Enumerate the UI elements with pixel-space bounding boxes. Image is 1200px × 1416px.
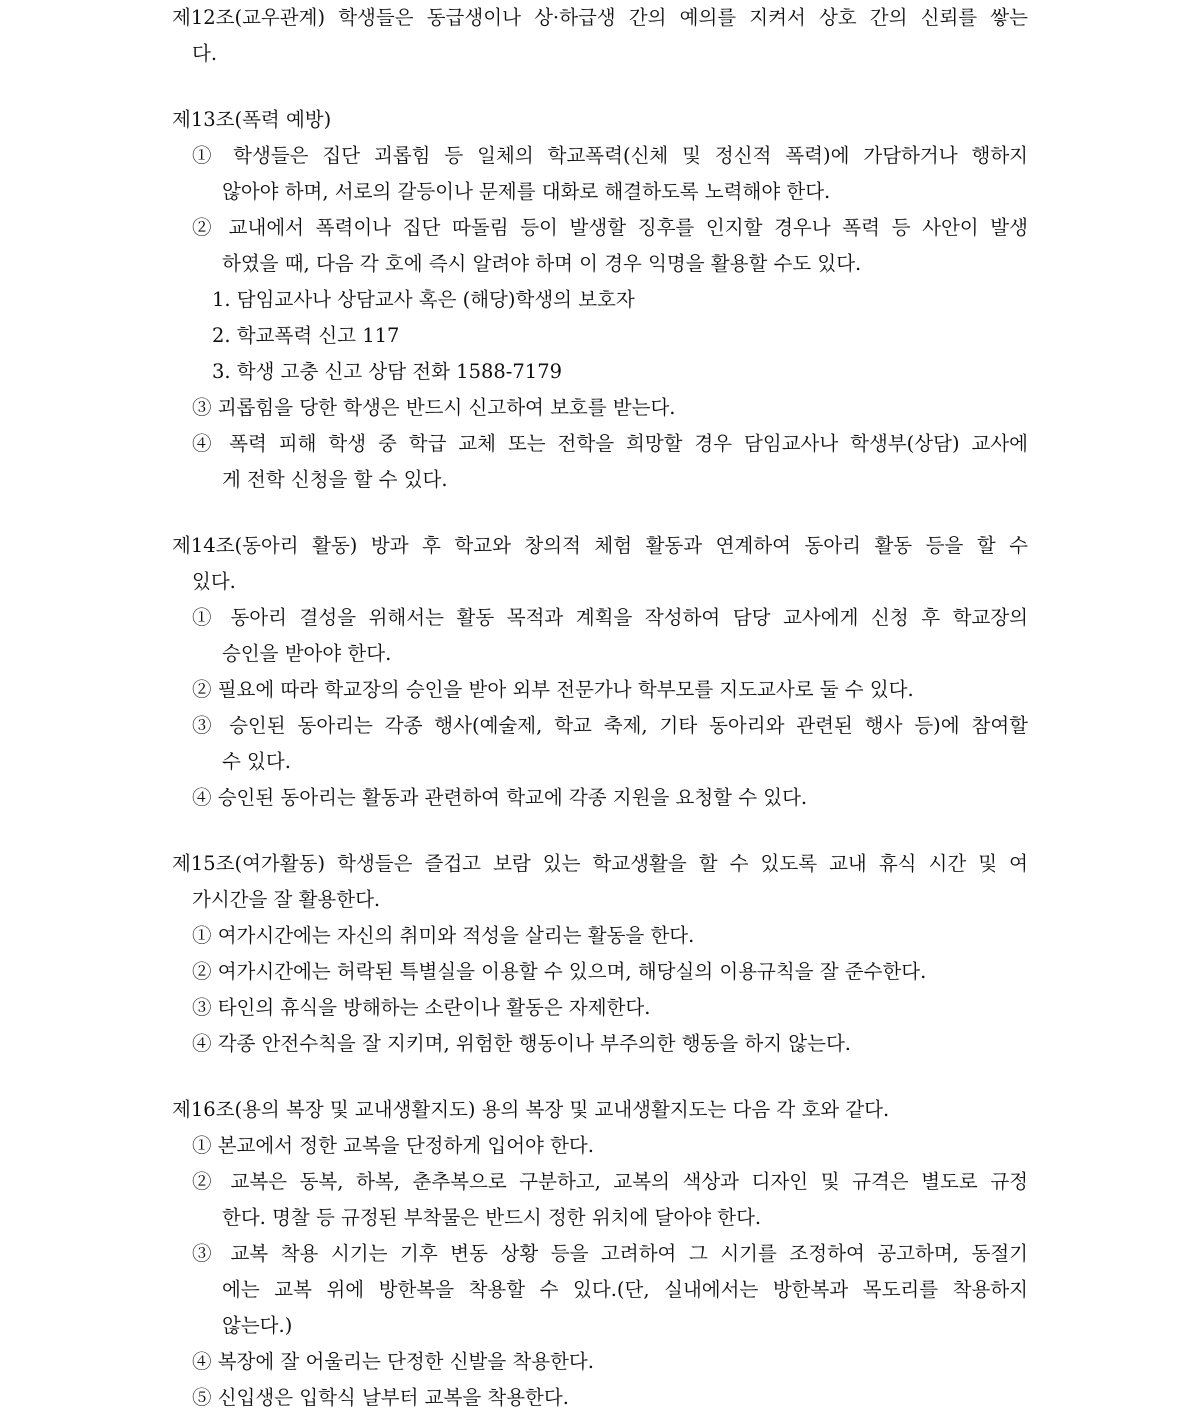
- article-14: [172, 528, 1028, 816]
- article-13-item-2-cont: 하였을 때, 다음 각 호에 즉시 알려야 하며 이 경우 익명을 활용할 수도 있다.: [222, 252, 862, 275]
- article-13-subitem-1: 1. 담임교사나 상담교사 혹은 (해당)학생의 보호자: [212, 288, 635, 311]
- article-13-item-1: ① 학생들은 집단 괴롭힘 등 일체의 학교폭력(신체 및 정신적 폭력)에 가담하거나 행하지: [192, 144, 1028, 167]
- article-16-item-3-cont-1: 에는 교복 위에 방한복을 착용할 수 있다.(단, 실내에서는 방한복과 목도리를 착용하지: [222, 1278, 1028, 1301]
- article-12: [172, 0, 1028, 72]
- article-13-item-4-cont: 게 전학 신청을 할 수 있다.: [222, 468, 448, 491]
- article-12-heading-cont: 다.: [192, 42, 218, 65]
- article-16-item-5: ⑤ 신입생은 입학식 날부터 교복을 착용한다.: [192, 1386, 569, 1409]
- article-13-item-3: ③ 괴롭힘을 당한 학생은 반드시 신고하여 보호를 받는다.: [192, 396, 676, 419]
- article-15-item-4: ④ 각종 안전수칙을 잘 지키며, 위험한 행동이나 부주의한 행동을 하지 않는다.: [192, 1032, 851, 1055]
- article-16-item-4: ④ 복장에 잘 어울리는 단정한 신발을 착용한다.: [192, 1350, 594, 1373]
- article-13-subitem-3: 3. 학생 고충 신고 상담 전화 1588-7179: [212, 360, 563, 383]
- article-16-heading: 제16조(용의 복장 및 교내생활지도) 용의 복장 및 교내생활지도는 다음 각 호와 같다.: [172, 1098, 890, 1121]
- article-16: [172, 1092, 1028, 1416]
- document-page: [172, 0, 1028, 1416]
- article-13-item-4: ④ 폭력 피해 학생 중 학급 교체 또는 전학을 희망할 경우 담임교사나 학생부(상담) 교사에: [192, 432, 1028, 455]
- article-14-heading-cont: 있다.: [192, 570, 236, 593]
- article-14-item-3: ③ 승인된 동아리는 각종 행사(예술제, 학교 축제, 기타 동아리와 관련된 행사 등)에 참여할: [192, 714, 1028, 737]
- article-13-subitem-2: 2. 학교폭력 신고 117: [212, 324, 400, 347]
- article-15-item-3: ③ 타인의 휴식을 방해하는 소란이나 활동은 자제한다.: [192, 996, 651, 1019]
- article-13: [172, 102, 1028, 498]
- article-15-item-2: ② 여가시간에는 허락된 특별실을 이용할 수 있으며, 해당실의 이용규칙을 잘 준수한다.: [192, 960, 927, 983]
- article-16-item-1: ① 본교에서 정한 교복을 단정하게 입어야 한다.: [192, 1134, 594, 1157]
- article-14-heading: 제14조(동아리 활동) 방과 후 학교와 창의적 체험 활동과 연계하여 동아리 활동 등을 할 수: [172, 534, 1028, 557]
- article-16-item-3-cont-2: 않는다.): [222, 1314, 293, 1337]
- article-14-item-2: ② 필요에 따라 학교장의 승인을 받아 외부 전문가나 학부모를 지도교사로 둘 수 있다.: [192, 678, 914, 701]
- article-13-heading: 제13조(폭력 예방): [172, 108, 332, 131]
- article-13-item-1-cont: 않아야 하며, 서로의 갈등이나 문제를 대화로 해결하도록 노력해야 한다.: [222, 180, 831, 203]
- article-15-heading: 제15조(여가활동) 학생들은 즐겁고 보람 있는 학교생활을 할 수 있도록 교내 휴식 시간 및 여: [172, 852, 1028, 875]
- article-15: [172, 846, 1028, 1062]
- article-15-heading-cont: 가시간을 잘 활용한다.: [192, 888, 381, 911]
- article-16-item-2-cont: 한다. 명찰 등 규정된 부착물은 반드시 정한 위치에 달아야 한다.: [222, 1206, 762, 1229]
- article-15-item-1: ① 여가시간에는 자신의 취미와 적성을 살리는 활동을 한다.: [192, 924, 695, 947]
- article-16-item-3: ③ 교복 착용 시기는 기후 변동 상황 등을 고려하여 그 시기를 조정하여 공고하며, 동절기: [192, 1242, 1028, 1265]
- article-12-heading: 제12조(교우관계) 학생들은 동급생이나 상·하급생 간의 예의를 지켜서 상호 간의 신뢰를 쌓는: [172, 6, 1028, 29]
- article-16-item-2: ② 교복은 동복, 하복, 춘추복으로 구분하고, 교복의 색상과 디자인 및 규격은 별도로 규정: [192, 1170, 1028, 1193]
- article-13-item-2: ② 교내에서 폭력이나 집단 따돌림 등이 발생할 징후를 인지할 경우나 폭력 등 사안이 발생: [192, 216, 1028, 239]
- article-14-item-1-cont: 승인을 받아야 한다.: [222, 642, 392, 665]
- article-14-item-1: ① 동아리 결성을 위해서는 활동 목적과 계획을 작성하여 담당 교사에게 신청 후 학교장의: [192, 606, 1028, 629]
- article-14-item-4: ④ 승인된 동아리는 활동과 관련하여 학교에 각종 지원을 요청할 수 있다.: [192, 786, 808, 809]
- article-14-item-3-cont: 수 있다.: [222, 750, 291, 773]
